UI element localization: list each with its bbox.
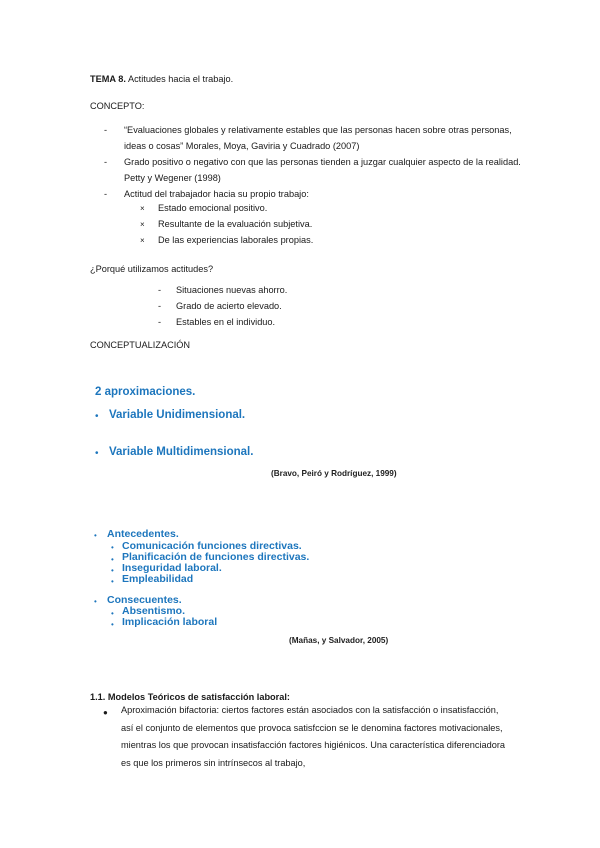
dash-bullet: - <box>158 285 162 295</box>
slide-bullet-dot: • <box>94 597 97 606</box>
consequents-heading: Consecuentes. <box>107 594 182 606</box>
why-item-2: Grado de acierto elevado. <box>176 301 282 311</box>
slide-bullet-dot: • <box>111 577 114 586</box>
concept-item-1: “Evaluaciones globales y relativamente estables que las personas hacen sobre otras personas, ideas o cosas” Morales, Moya, Gaviria y Cuadrado (2007) <box>124 125 512 151</box>
concept-subitem-3: De las experiencias laborales propias. <box>158 235 314 245</box>
concept-subitem-2: Resultante de la evaluación subjetiva. <box>158 219 313 229</box>
why-heading: ¿Porqué utilizamos actitudes? <box>90 264 214 274</box>
slide-bullet-dot: • <box>111 620 114 629</box>
antecedent-item-1: Comunicación funciones directivas. <box>122 540 302 552</box>
antecedent-item-2: Planificación de funciones directivas. <box>122 551 310 563</box>
dash-bullet: - <box>158 301 162 311</box>
slide1-item-2: Variable Multidimensional. <box>109 446 254 458</box>
round-bullet: ● <box>103 708 108 717</box>
conceptualization-heading: CONCEPTUALIZACIÓN <box>90 340 191 350</box>
dash-bullet: - <box>104 125 108 135</box>
slide-bullet-dot: • <box>95 411 99 422</box>
concept-heading: CONCEPTO: <box>90 101 145 111</box>
cross-bullet: × <box>140 236 145 245</box>
antecedent-item-4: Empleabilidad <box>122 573 194 585</box>
slide-bullet-dot: • <box>111 566 114 575</box>
slide1-title: 2 aproximaciones. <box>95 386 196 398</box>
slide1-citation: (Bravo, Peiró y Rodríguez, 1999) <box>271 469 397 478</box>
slide-bullet-dot: • <box>94 531 97 540</box>
slide-bullet-dot: • <box>111 555 114 564</box>
slide2-citation: (Mañas, y Salvador, 2005) <box>289 636 389 645</box>
page-title: TEMA 8. Actitudes hacia el trabajo. <box>90 74 234 84</box>
why-item-3: Estables en el individuo. <box>176 317 276 327</box>
concept-item-3: Actitud del trabajador hacia su propio trabajo: <box>124 189 309 199</box>
slide1-item-1: Variable Unidimensional. <box>109 409 246 421</box>
concept-item-2: Grado positivo o negativo con que las personas tienden a juzgar cualquier aspecto de la realidad. Petty y Wegener (1998) <box>124 157 521 183</box>
cross-bullet: × <box>140 220 145 229</box>
concept-subitem-1: Estado emocional positivo. <box>158 203 268 213</box>
cross-bullet: × <box>140 204 145 213</box>
dash-bullet: - <box>158 317 162 327</box>
slide-bullet-dot: • <box>111 609 114 618</box>
consequent-item-1: Absentismo. <box>122 605 186 617</box>
section-title: 1.1. Modelos Teóricos de satisfacción laboral: <box>90 692 290 702</box>
slide-bullet-dot: • <box>95 448 99 459</box>
dash-bullet: - <box>104 157 108 167</box>
why-item-1: Situaciones nuevas ahorro. <box>176 285 288 295</box>
consequent-item-2: Implicación laboral <box>122 616 218 628</box>
antecedents-heading: Antecedentes. <box>107 528 179 540</box>
dash-bullet: - <box>104 189 108 199</box>
slide-bullet-dot: • <box>111 543 114 552</box>
antecedent-item-3: Inseguridad laboral. <box>122 562 222 574</box>
section-paragraph: Aproximación bifactoria: ciertos factores están asociados con la satisfacción o insatisfacción, así el conjunto de elementos que provoca satisfccion se le denomina factores motivacionales, mientras los que provocan insatisfacción factores higiénicos. Una característica diferenciadora es que los primeros sin intrínsecos al trabajo, <box>121 705 506 768</box>
